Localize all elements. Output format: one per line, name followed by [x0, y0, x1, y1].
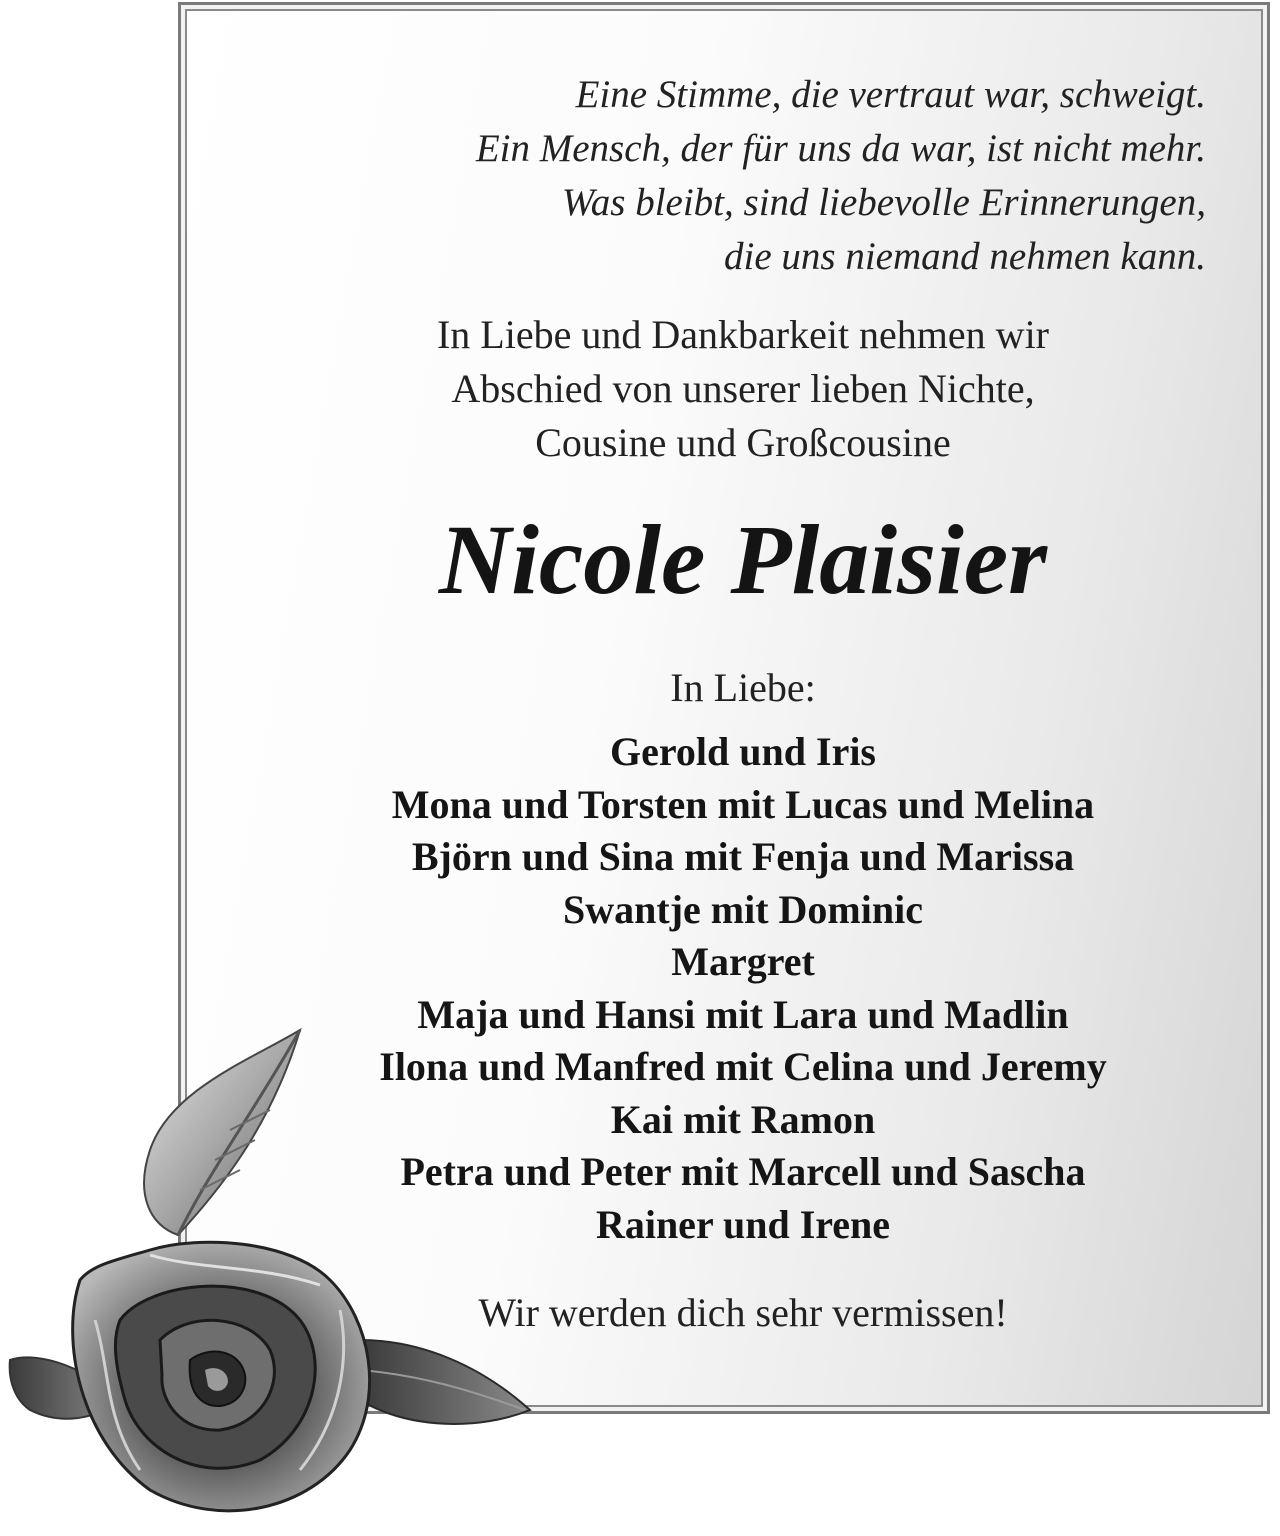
intro-line: Cousine und Großcousine — [535, 420, 951, 465]
mourner-line: Mona und Torsten mit Lucas und Melina — [391, 781, 1095, 827]
mourner-line: Gerold und Iris — [610, 729, 876, 774]
mourner-line: Margret — [671, 939, 815, 984]
deceased-name: Nicole Plaisier — [438, 504, 1048, 615]
mourners-label: In Liebe: — [670, 665, 816, 710]
poem-line: Was bleibt, sind liebevolle Erinnerungen, — [561, 181, 1206, 224]
poem — [476, 68, 1206, 284]
mourner-line: Petra und Peter mit Marcell und Sascha — [400, 1149, 1086, 1194]
rose-icon — [0, 1020, 560, 1536]
mourner-line: Kai mit Ramon — [610, 1096, 876, 1142]
intro-text — [0, 308, 1280, 470]
mourner-line: Ilona und Manfred mit Celina und Jeremy — [379, 1044, 1107, 1089]
poem-line: Ein Mensch, der für uns da war, ist nicht mehr. — [475, 127, 1206, 170]
mourner-line: Maja und Hansi mit Lara und Madlin — [417, 991, 1069, 1037]
poem-line: die uns niemand nehmen kann. — [724, 235, 1206, 278]
closing-text: Wir werden dich sehr vermissen! — [478, 1290, 1008, 1335]
mourner-line: Björn und Sina mit Fenja und Marissa — [411, 834, 1075, 879]
mourner-line: Swantje mit Dominic — [563, 886, 923, 932]
intro-line: Abschied von unserer lieben Nichte, — [451, 366, 1035, 411]
intro-line: In Liebe und Dankbarkeit nehmen wir — [436, 312, 1049, 357]
poem-line: Eine Stimme, die vertraut war, schweigt. — [575, 73, 1206, 116]
mourner-line: Rainer und Irene — [595, 1201, 891, 1247]
